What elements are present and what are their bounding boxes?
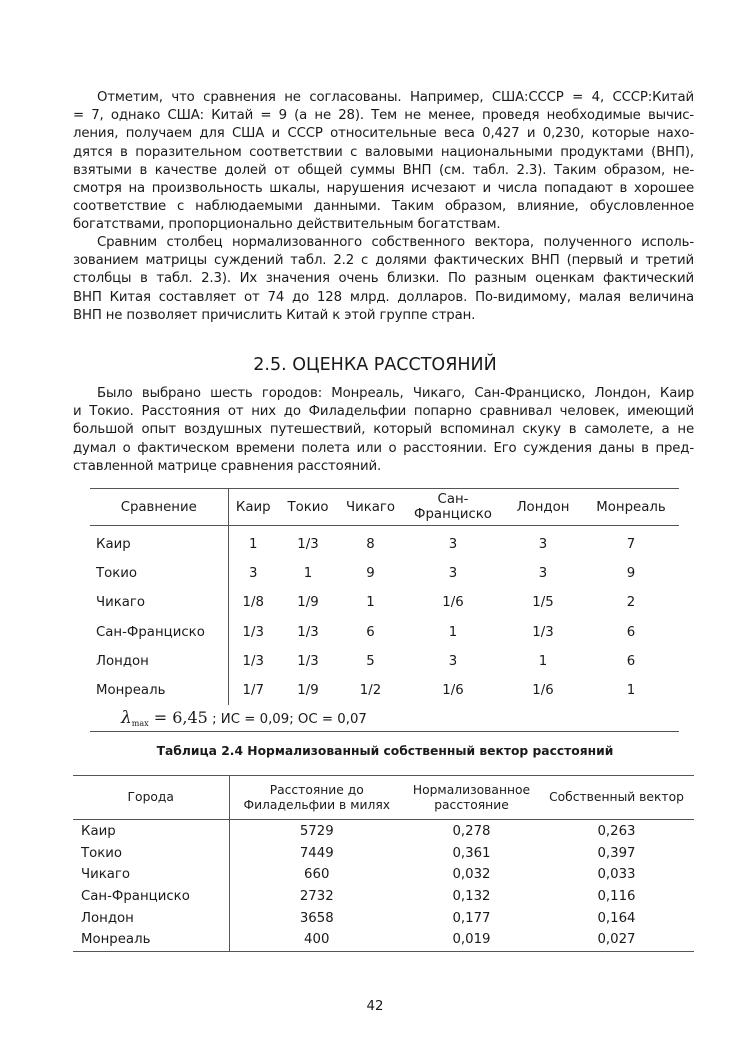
matrix-cell: 1/6 xyxy=(442,683,464,699)
matrix-cell: 3 xyxy=(249,566,258,582)
matrix-row xyxy=(90,618,679,647)
consistency-summary xyxy=(90,705,679,732)
header-city: Города xyxy=(73,776,229,820)
table-caption: Таблица 2.4 Нормализованный собственный вектор расстояний xyxy=(156,744,614,758)
matrix-cell: 9 xyxy=(626,566,636,582)
eigen-cell-city: Монреаль xyxy=(73,929,229,951)
matrix-cell: 9 xyxy=(366,566,375,582)
eigen-header-row xyxy=(73,776,694,820)
lambda-subscript: max xyxy=(131,719,149,729)
eigen-cell-city: Токио xyxy=(73,843,229,865)
text-line: ВНП Китая составляет от 74 до 128 млрд. долларов. По-видимому, малая величина xyxy=(73,289,694,305)
matrix-cell: 3 xyxy=(538,537,548,553)
matrix-column-header: Сан- Франциско xyxy=(414,492,492,522)
matrix-cell: 1/2 xyxy=(359,683,382,699)
header-eigenvector: Собственный вектор xyxy=(549,790,684,804)
text-line: ления, получаем для США и СССР относительные веса 0,427 и 0,230, которые нахо- xyxy=(73,126,694,142)
matrix-cell: 1/9 xyxy=(297,683,319,699)
matrix-cell: 1/3 xyxy=(532,624,554,640)
eigen-cell-distance: 5729 xyxy=(299,824,334,840)
matrix-cell: 1/5 xyxy=(532,595,554,611)
matrix-cell: 3 xyxy=(448,653,458,669)
matrix-cell: 6 xyxy=(366,624,375,640)
eigen-cell-eigenvector: 0,397 xyxy=(597,845,636,861)
header-distance: Расстояние до Филадельфии в милях xyxy=(243,782,390,812)
paragraph-inconsistency xyxy=(73,89,694,235)
matrix-cell: 1 xyxy=(538,653,548,669)
eigen-cell-city: Лондон xyxy=(73,907,229,929)
page-number: 42 xyxy=(366,999,384,1014)
eigen-cell-city: Сан-Франциско xyxy=(73,886,229,908)
matrix-row-label: Лондон xyxy=(90,647,228,676)
matrix-cell: 1 xyxy=(626,683,636,699)
matrix-cell: 2 xyxy=(626,595,636,611)
eigen-cell-normalized: 0,132 xyxy=(452,889,491,905)
matrix-cell: 1/3 xyxy=(297,537,319,553)
text-line: Сравним столбец нормализованного собственного вектора, полученного исполь- xyxy=(97,235,694,250)
eigen-row xyxy=(73,907,694,929)
matrix-footer-row xyxy=(90,705,679,732)
header-normalized: Нормализованное расстояние xyxy=(412,782,531,812)
matrix-cell: 1/3 xyxy=(297,624,319,640)
matrix-cell: 3 xyxy=(448,566,458,582)
eigenvector-table xyxy=(73,775,694,952)
matrix-column-header: Лондон xyxy=(516,499,570,515)
matrix-cell: 3 xyxy=(538,566,548,582)
section-heading: 2.5. ОЦЕНКА РАССТОЯНИЙ xyxy=(253,355,497,375)
matrix-cell: 3 xyxy=(448,537,458,553)
eigen-cell-eigenvector: 0,116 xyxy=(597,889,636,905)
lambda-value: = 6,45 xyxy=(148,708,208,728)
matrix-cell: 1/3 xyxy=(242,653,264,669)
matrix-cell: 1 xyxy=(366,595,375,611)
eigen-cell-distance: 7449 xyxy=(299,845,334,861)
matrix-row-label: Монреаль xyxy=(90,676,228,705)
matrix-row-label: Токио xyxy=(90,559,228,588)
eigen-cell-distance: 2732 xyxy=(299,889,334,905)
matrix-cell: 1/8 xyxy=(242,595,264,611)
eigen-row xyxy=(73,886,694,908)
matrix-row xyxy=(90,647,679,676)
matrix-row xyxy=(90,588,679,617)
matrix-cell: 1/3 xyxy=(297,653,319,669)
consistency-indices: ; ИС = 0,09; ОС = 0,07 xyxy=(207,712,367,728)
lambda-symbol: λ xyxy=(121,708,132,729)
text-line: большой опыт воздушных путешествий, который вспоминал скуку в самолете, а не xyxy=(73,422,694,438)
matrix-column-header: Каир xyxy=(235,499,271,515)
matrix-row xyxy=(90,676,679,705)
matrix-cell: 1/9 xyxy=(297,595,319,611)
matrix-column-header: Чикаго xyxy=(345,499,396,515)
eigen-cell-eigenvector: 0,263 xyxy=(597,824,636,840)
text-line: столбцы в табл. 2.3). Их значения очень близки. По разным оценкам фактический xyxy=(73,271,694,287)
eigen-row xyxy=(73,843,694,865)
text-line: дятся в поразительном соответствии с валовыми национальными продуктами (ВНП), xyxy=(73,144,694,160)
matrix-column-header: Токио xyxy=(287,499,329,515)
paragraph-eigenvector-comparison xyxy=(73,234,694,325)
matrix-row xyxy=(90,559,679,588)
matrix-cell: 1/6 xyxy=(442,595,464,611)
text-line: ВНП не позволяет причислить Китай к этой группе стран. xyxy=(73,307,476,323)
matrix-cell: 1/6 xyxy=(532,683,554,699)
eigen-cell-distance: 660 xyxy=(304,867,330,883)
eigen-cell-eigenvector: 0,027 xyxy=(597,932,636,948)
text-line: богатствами, пропорционально действительным богатствам. xyxy=(73,217,501,233)
text-line: смотря на произвольность шкалы, нарушения исчезают и числа попадают в хорошее xyxy=(73,181,694,197)
matrix-cell: 7 xyxy=(626,537,636,553)
text-line: Отметим, что сравнения не согласованы. Например, США:СССР = 4, СССР:Китай xyxy=(97,90,694,105)
matrix-row xyxy=(90,526,679,560)
matrix-cell: 1 xyxy=(249,537,258,553)
matrix-cell: 8 xyxy=(366,537,375,553)
eigen-row xyxy=(73,820,694,843)
matrix-cell: 6 xyxy=(626,624,636,640)
matrix-cell: 1/3 xyxy=(242,624,264,640)
matrix-header-row xyxy=(90,489,679,526)
eigen-cell-normalized: 0,032 xyxy=(452,867,491,883)
text-line: и Токио. Расстояния от них до Филадельфии попарно сравнивал человек, имеющий xyxy=(73,404,694,420)
text-line: зованием матрицы суждений табл. 2.2 с долями фактических ВНП (первый и третий xyxy=(73,253,694,269)
text-line: взятыми в качестве долей от общей суммы ВНП (см. табл. 2.3). Таким образом, не- xyxy=(73,162,694,178)
eigen-row xyxy=(73,929,694,951)
eigen-cell-eigenvector: 0,164 xyxy=(597,910,636,926)
eigen-cell-eigenvector: 0,033 xyxy=(597,867,636,883)
matrix-corner-header: Сравнение xyxy=(90,489,228,526)
matrix-cell: 5 xyxy=(366,653,375,669)
eigen-row xyxy=(73,864,694,886)
matrix-cell: 6 xyxy=(626,653,636,669)
eigen-cell-city: Чикаго xyxy=(73,864,229,886)
paragraph-distance-intro xyxy=(73,385,694,476)
eigen-cell-normalized: 0,361 xyxy=(452,845,491,861)
matrix-cell: 1 xyxy=(303,566,313,582)
text-line: Было выбрано шесть городов: Монреаль, Чикаго, Сан-Франциско, Лондон, Каир xyxy=(97,386,694,401)
matrix-cell: 1/7 xyxy=(242,683,264,699)
eigen-cell-distance: 400 xyxy=(304,932,330,948)
text-line: = 7, однако США: Китай = 9 (а не 28). Тем не менее, проведя необходимые вычис- xyxy=(73,108,694,124)
eigen-cell-city: Каир xyxy=(73,820,229,843)
eigen-cell-distance: 3658 xyxy=(299,910,334,926)
eigen-cell-normalized: 0,019 xyxy=(452,932,491,948)
eigen-cell-normalized: 0,278 xyxy=(452,824,491,840)
distance-comparison-matrix xyxy=(90,488,679,732)
matrix-row-label: Чикаго xyxy=(90,588,228,617)
matrix-row-label: Каир xyxy=(90,526,228,560)
text-line: ставленной матрице сравнения расстояний. xyxy=(73,458,382,474)
matrix-row-label: Сан-Франциско xyxy=(90,618,228,647)
matrix-cell: 1 xyxy=(448,624,458,640)
text-line: думал о фактическом времени полета или о расстоянии. Его суждения даны в пред- xyxy=(73,440,694,456)
matrix-column-header: Монреаль xyxy=(596,499,666,515)
text-line: соответствие с наблюдаемыми данными. Таким образом, влияние, обусловленное xyxy=(73,199,694,215)
eigen-cell-normalized: 0,177 xyxy=(452,910,491,926)
